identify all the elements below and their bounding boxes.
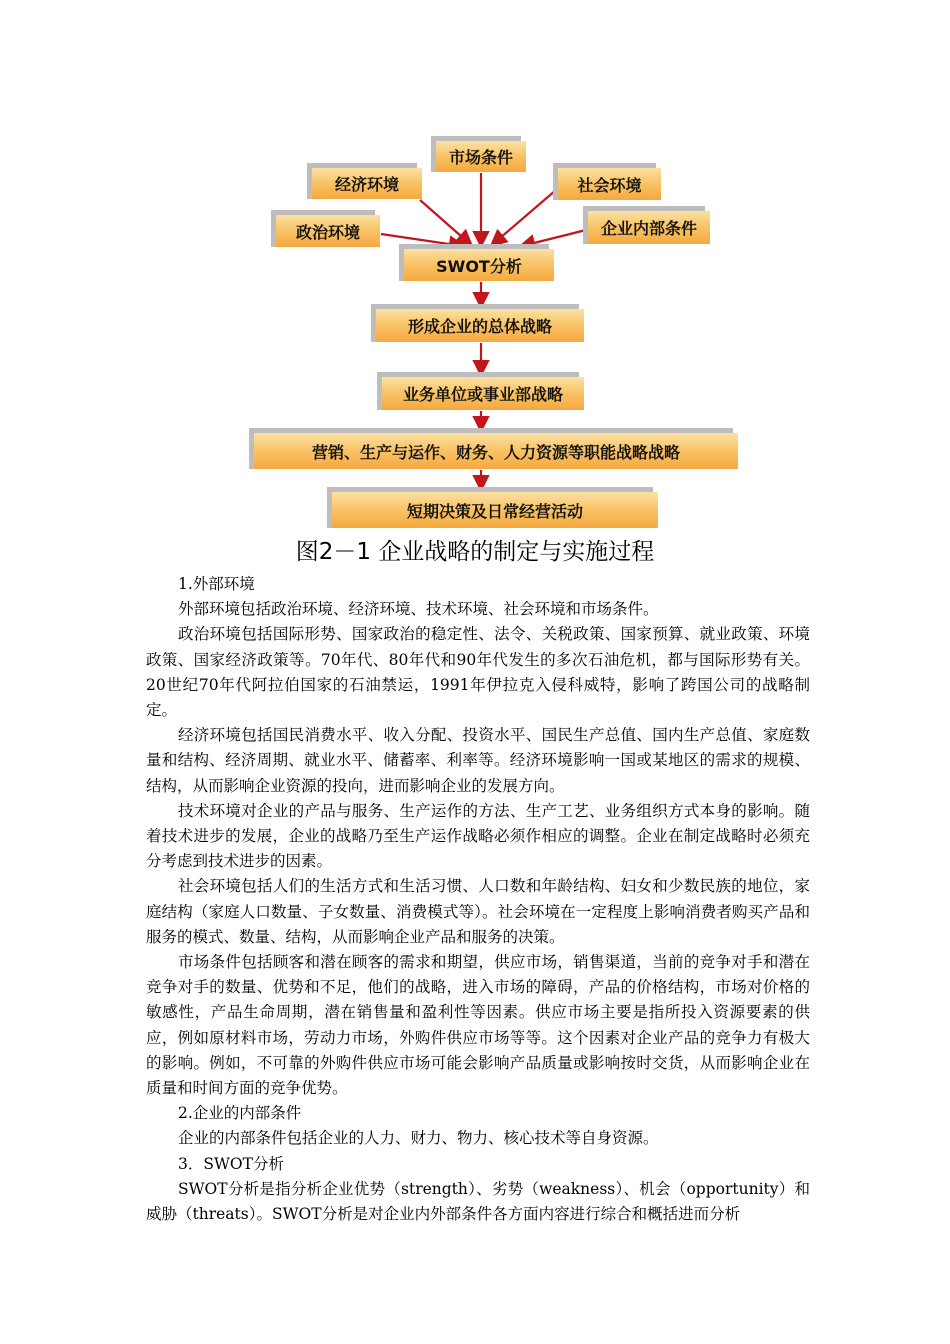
paragraph: 技术环境对企业的产品与服务、生产运作的方法、生产工艺、业务组织方式本身的影响。随着技术进步的发展，企业的战略乃至生产运作战略必须作相应的调整。企业在制定战略时必须充分考虑到技术进步的因素。 xyxy=(146,801,810,871)
political-environment-box: 政治环境 xyxy=(276,215,380,247)
paragraph: SWOT分析是指分析企业优势（strength）、劣势（weakness）、机会（opportunity）和威胁（threats）。SWOT分析是对企业内外部条件各方面内容进行综合和概括进而分析 xyxy=(146,1179,810,1224)
section-heading-external: 1.外部环境 xyxy=(178,575,255,593)
paragraph: 企业的内部条件包括企业的人力、财力、物力、核心技术等自身资源。 xyxy=(178,1129,659,1148)
figure-caption: 图2－1 企业战略的制定与实施过程 xyxy=(295,539,655,565)
paragraph: 外部环境包括政治环境、经济环境、技术环境、社会环境和市场条件。 xyxy=(178,600,659,619)
arrow-politic-swot xyxy=(381,234,462,246)
paragraph: 社会环境包括人们的生活方式和生活习惯、人口数和年龄结构、妇女和少数民族的地位，家庭结构（家庭人口数量、子女数量、消费模式等）。社会环境在一定程度上影响消费者购买产品和服务的模式、数量、结构，从而影响企业产品和服务的决策。 xyxy=(146,877,810,946)
document-body xyxy=(146,572,810,1227)
swot-analysis-box: SWOT分析 xyxy=(404,249,554,281)
paragraph: 政治环境包括国际形势、国家政治的稳定性、法令、关税政策、国家预算、就业政策、环境政策、国家经济政策等。70年代、80年代和90年代发生的多次石油危机，都与国际形势有关。20世纪70年代阿拉伯国家的石油禁运，1991年伊拉克入侵科威特，影响了跨国公司的战略制定。 xyxy=(146,625,810,720)
section-heading-swot: 3．SWOT分析 xyxy=(178,1154,284,1173)
business-unit-strategy-box: 业务单位或事业部战略 xyxy=(382,377,584,410)
strategy-flow-diagram xyxy=(0,0,950,540)
paragraph: 经济环境包括国民消费水平、收入分配、投资水平、国民生产总值、国内生产总值、家庭数量和结构、经济周期、就业水平、储蓄率、利率等。经济环境影响一国或某地区的需求的规模、结构，从而影响企业资源的投向，进而影响企业的发展方向。 xyxy=(146,726,810,795)
arrow-internal-swot xyxy=(522,230,586,246)
functional-strategy-box: 营销、生产与运作、财务、人力资源等职能战略战略 xyxy=(254,433,738,469)
social-environment-box: 社会环境 xyxy=(558,168,661,200)
market-conditions-box: 市场条件 xyxy=(436,141,526,172)
economic-environment-box: 经济环境 xyxy=(312,168,422,199)
short-term-decisions-box: 短期决策及日常经营活动 xyxy=(332,492,658,528)
overall-strategy-box: 形成企业的总体战略 xyxy=(376,309,584,342)
paragraph: 市场条件包括顾客和潜在顾客的需求和期望，供应市场，销售渠道，当前的竞争对手和潜在竞争对手的数量、优势和不足，他们的战略，进入市场的障碍，产品的价格结构，市场对价格的敏感性，产品生命周期，潜在销售量和盈利性等因素。供应市场主要是指所投入资源要素的供应，例如原材料市场，劳动力市场，外购件供应市场等等。这个因素对企业产品的竞争力有极大的影响。例如，不可靠的外购件供应市场可能会影响产品质量或影响按时交货，从而影响企业在质量和时间方面的竞争优势。 xyxy=(146,953,810,1098)
arrow-econ-swot xyxy=(420,200,470,244)
section-heading-internal: 2.企业的内部条件 xyxy=(178,1104,302,1123)
internal-conditions-box: 企业内部条件 xyxy=(588,211,710,244)
arrow-social-swot xyxy=(493,190,556,244)
